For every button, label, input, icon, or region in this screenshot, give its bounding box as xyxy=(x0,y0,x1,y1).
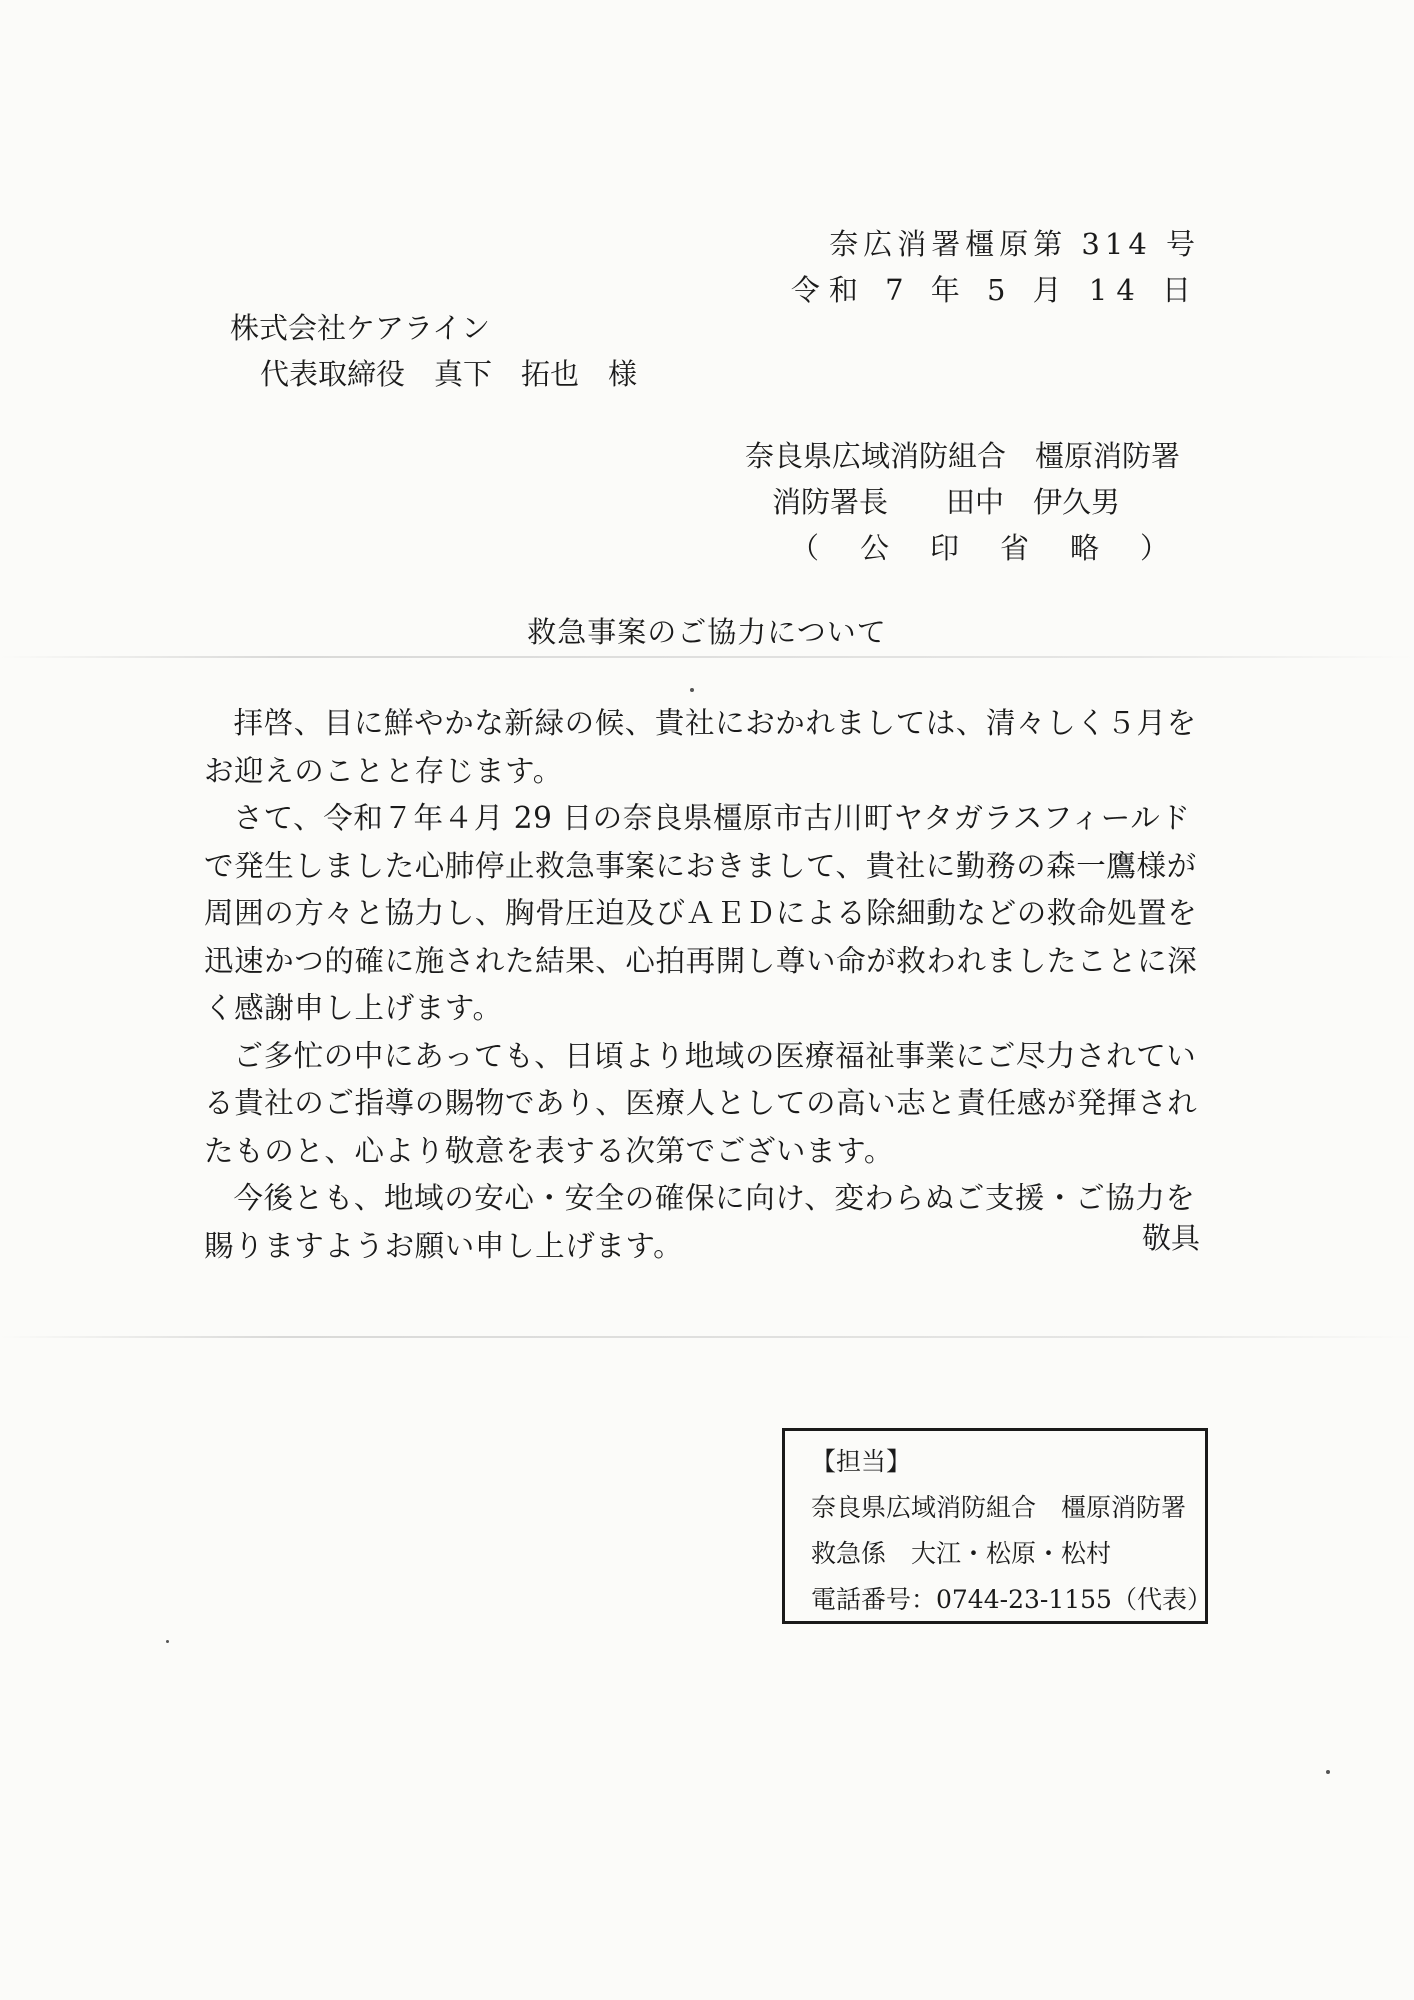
contact-box xyxy=(782,1428,1212,1624)
body-paragraph: 今後とも、地域の安心・安全の確保に向け、変わらぬご支援・ご協力を賜りますようお願い申し上げます。 xyxy=(204,1181,1196,1263)
contact-staff: 救急係 大江・松原・松村 xyxy=(811,1539,1112,1568)
sender-organization: 奈良県広域消防組合 橿原消防署 xyxy=(745,439,1181,473)
scan-speck xyxy=(690,688,694,692)
body-paragraph: 拝啓、目に鮮やかな新緑の候、貴社におかれましては、清々しく５月をお迎えのことと存じます。 xyxy=(204,706,1197,788)
scan-speck xyxy=(166,1640,169,1643)
letter-subject: 救急事案のご協力について xyxy=(527,615,887,649)
recipient-company: 株式会社ケアライン xyxy=(230,311,491,345)
body-paragraph: さて、令和７年４月 29 日の奈良県橿原市古川町ヤタガラスフィールドで発生しました心肺停止救急事案におきまして、貴社に勤務の森一鷹様が周囲の方々と協力し、胸骨圧迫及びＡＥＤによる除細動などの救命処置を迅速かつ的確に施された結果、心拍再開し尊い命が救われましたことに深く感謝申し上げます。 xyxy=(204,801,1198,1025)
sender-chief: 消防署長 田中 伊久男 xyxy=(772,485,1121,519)
seal-omitted-note: （ 公 印 省 略 ） xyxy=(790,531,1176,565)
letter-body xyxy=(204,700,1204,1270)
paper-fold-line xyxy=(0,1336,1414,1338)
closing-phrase: 敬具 xyxy=(1141,1221,1200,1255)
paper-fold-line xyxy=(0,656,1414,658)
recipient-person: 代表取締役 真下 拓也 様 xyxy=(260,357,638,391)
body-paragraph: ご多忙の中にあっても、日頃より地域の医療福祉事業にご尽力されている貴社のご指導の賜物であり、医療人としての高い志と責任感が発揮されたものと、心より敬意を表する次第でございます。 xyxy=(204,1038,1198,1168)
contact-organization: 奈良県広域消防組合 橿原消防署 xyxy=(811,1493,1187,1522)
document-number: 奈広消署橿原第 314 号 xyxy=(829,227,1200,261)
document-date: 令和 7 年 5 月 14 日 xyxy=(790,273,1200,307)
contact-phone: 電話番号：0744-23-1155（代表） xyxy=(811,1585,1212,1614)
contact-heading: 【担当】 xyxy=(811,1447,912,1476)
scan-speck xyxy=(1326,1770,1330,1774)
